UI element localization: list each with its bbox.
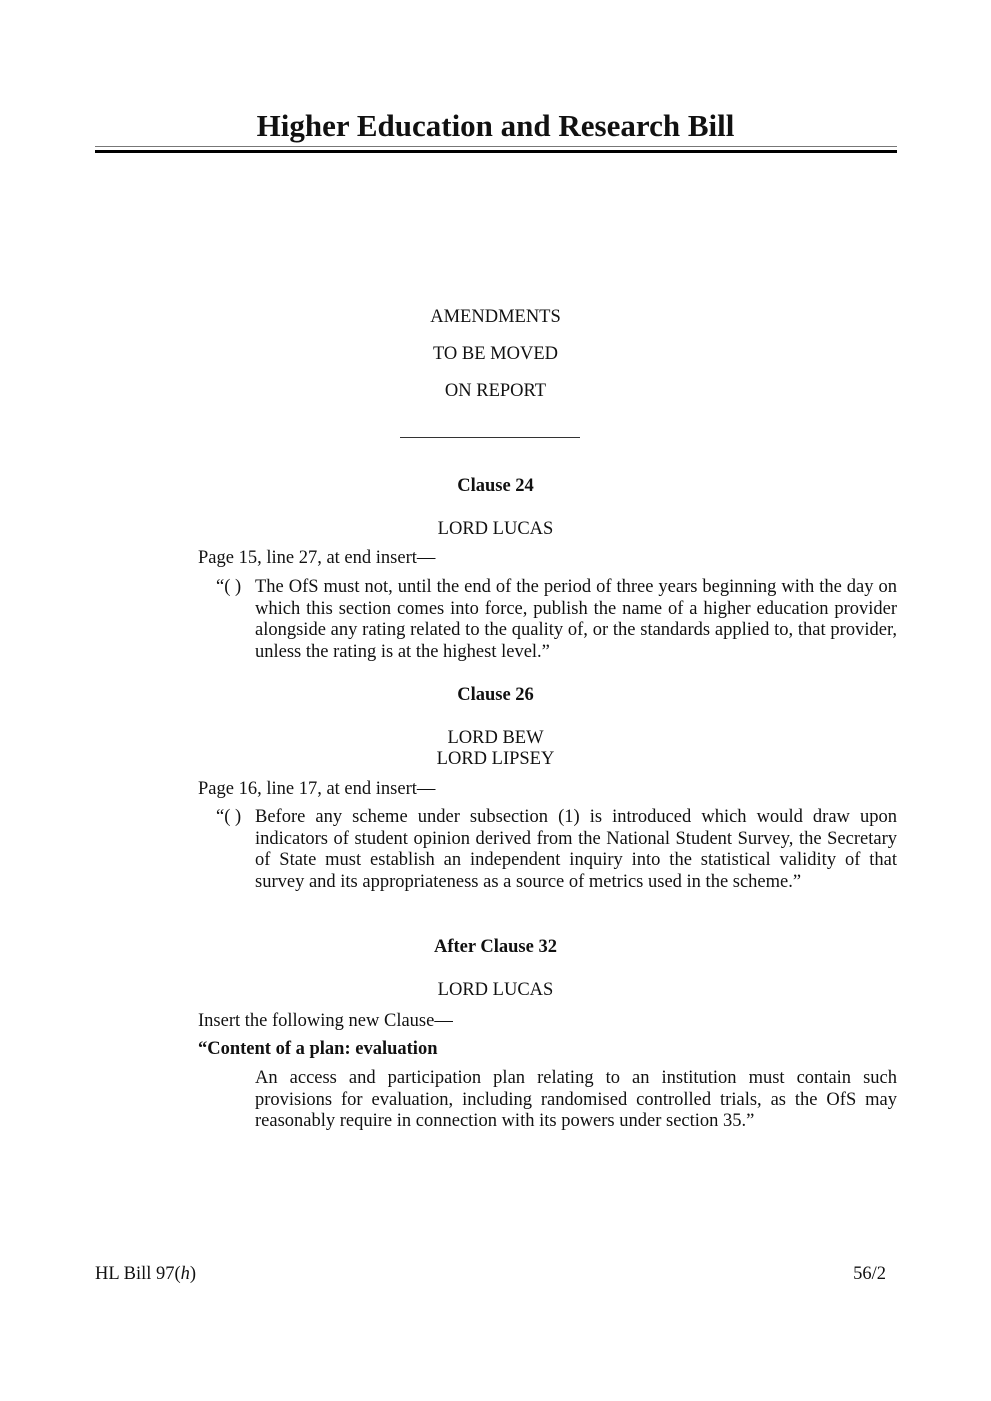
clause-heading: After Clause 32	[434, 937, 557, 957]
amendment-body: An access and participation plan relating to an institution must contain such provisions for evaluation, including randomised controlled trials, as the OfS may reasonably require in connection with its powers under section 35.”	[255, 1068, 897, 1131]
title-rule-thin	[95, 146, 897, 147]
sponsor: LORD LIPSEY	[436, 749, 555, 769]
amendment-body: The OfS must not, until the end of the period of three years beginning with the day on which this section comes into force, publish the name of a higher education provider alongside any rating related to the quality of, or the standards applied to, that provider, unless the rating is at the highest level.”	[255, 577, 897, 662]
instruction: Page 16, line 17, at end insert—	[198, 779, 436, 799]
heading-line: TO BE MOVED	[432, 344, 559, 364]
divider	[400, 437, 580, 438]
new-clause-title: “Content of a plan: evaluation	[198, 1039, 438, 1059]
instruction: Insert the following new Clause—	[198, 1011, 453, 1031]
amendment-text	[216, 577, 897, 663]
sponsor: LORD LUCAS	[437, 519, 554, 539]
sponsor: LORD BEW	[447, 728, 544, 748]
instruction: Page 15, line 27, at end insert—	[198, 548, 436, 568]
clause-heading: Clause 26	[457, 685, 534, 705]
subsection-marker: “( )	[216, 807, 242, 827]
subsection-marker: “( )	[216, 577, 242, 597]
heading-line: AMENDMENTS	[430, 307, 561, 327]
sponsor: LORD LUCAS	[437, 980, 554, 1000]
amendment-text	[216, 807, 897, 893]
title-rule-thick	[95, 150, 897, 153]
clause-heading: Clause 24	[457, 476, 534, 496]
amendment-body: Before any scheme under subsection (1) is introduced which would draw upon indicators of student opinion derived from the National Student Survey, the Secretary of State must establish an independent inquiry into the statistical validity of that survey and its appropriateness as a source of metrics used in the scheme.”	[255, 807, 897, 892]
bill-number: HL Bill 97(h)	[95, 1264, 197, 1284]
amendment-text	[216, 1068, 897, 1133]
bill-title: Higher Education and Research Bill	[256, 108, 735, 143]
page-number: 56/2	[853, 1264, 886, 1284]
heading-line: ON REPORT	[444, 381, 547, 401]
